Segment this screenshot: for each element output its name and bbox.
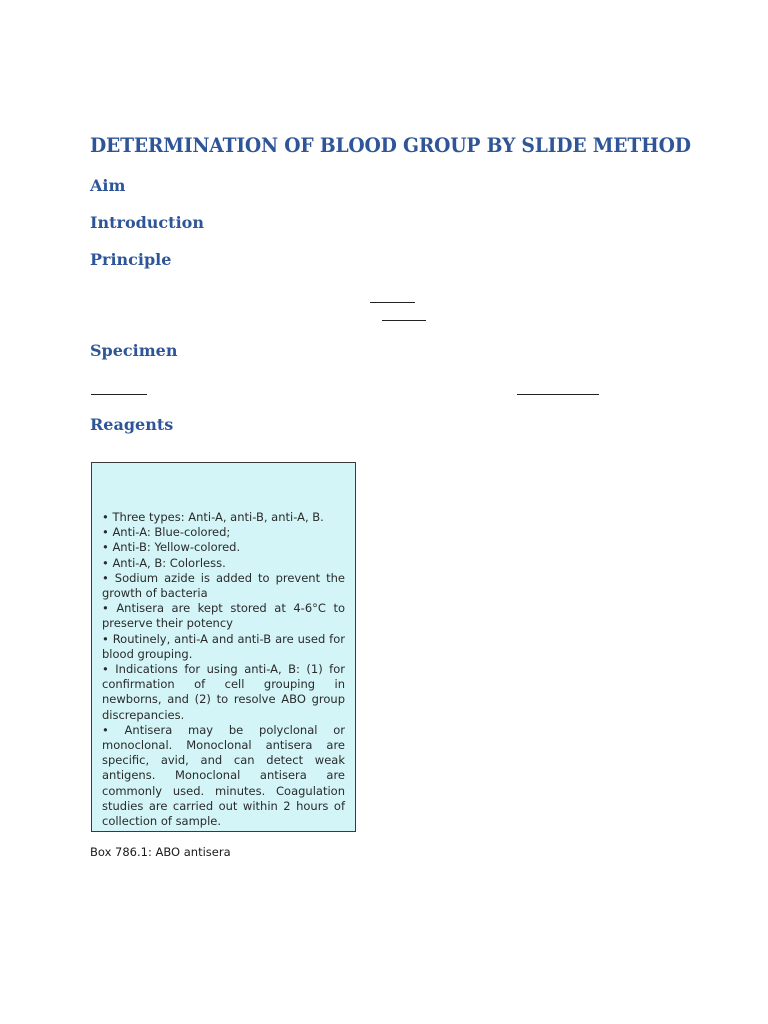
heading-introduction: Introduction	[90, 213, 204, 232]
antisera-info-box	[91, 462, 356, 832]
list-item: • Routinely, anti-A and anti-B are used for blood grouping.	[102, 631, 345, 661]
list-item: • Antisera may be polyclonal or monoclonal. Monoclonal antisera are specific, avid, and can detect weak antigens. Monoclonal antisera are commonly used. minutes. Coagulation studies are carried out within 2 hours of collection of sample.	[102, 722, 345, 829]
heading-reagents: Reagents	[90, 415, 174, 434]
list-item: • Anti-A, B: Colorless.	[102, 555, 226, 570]
heading-aim: Aim	[90, 176, 126, 195]
heading-principle: Principle	[90, 250, 172, 269]
page-title: DETERMINATION OF BLOOD GROUP BY SLIDE METHOD	[90, 134, 691, 157]
list-item: • Three types: Anti-A, anti-B, anti-A, B.	[102, 510, 324, 524]
redacted-text-line	[517, 394, 599, 395]
redacted-text-line	[370, 302, 415, 303]
redacted-text-line	[91, 394, 147, 395]
heading-specimen: Specimen	[90, 341, 178, 360]
antisera-list	[102, 510, 345, 829]
list-item: • Sodium azide is added to prevent the growth of bacteria	[102, 570, 345, 601]
list-item: • Anti-B: Yellow-colored.	[102, 540, 241, 555]
box-caption: Box 786.1: ABO antisera	[90, 845, 231, 859]
redacted-text-line	[382, 320, 426, 321]
list-item: • Anti-A: Blue-colored;	[102, 525, 231, 540]
list-item: • Antisera are kept stored at 4-6°C to preserve their potency	[102, 601, 345, 631]
list-item: • Indications for using anti-A, B: (1) for confirmation of cell grouping in newborns, and (2) to resolve ABO group discrepancies.	[102, 662, 345, 722]
